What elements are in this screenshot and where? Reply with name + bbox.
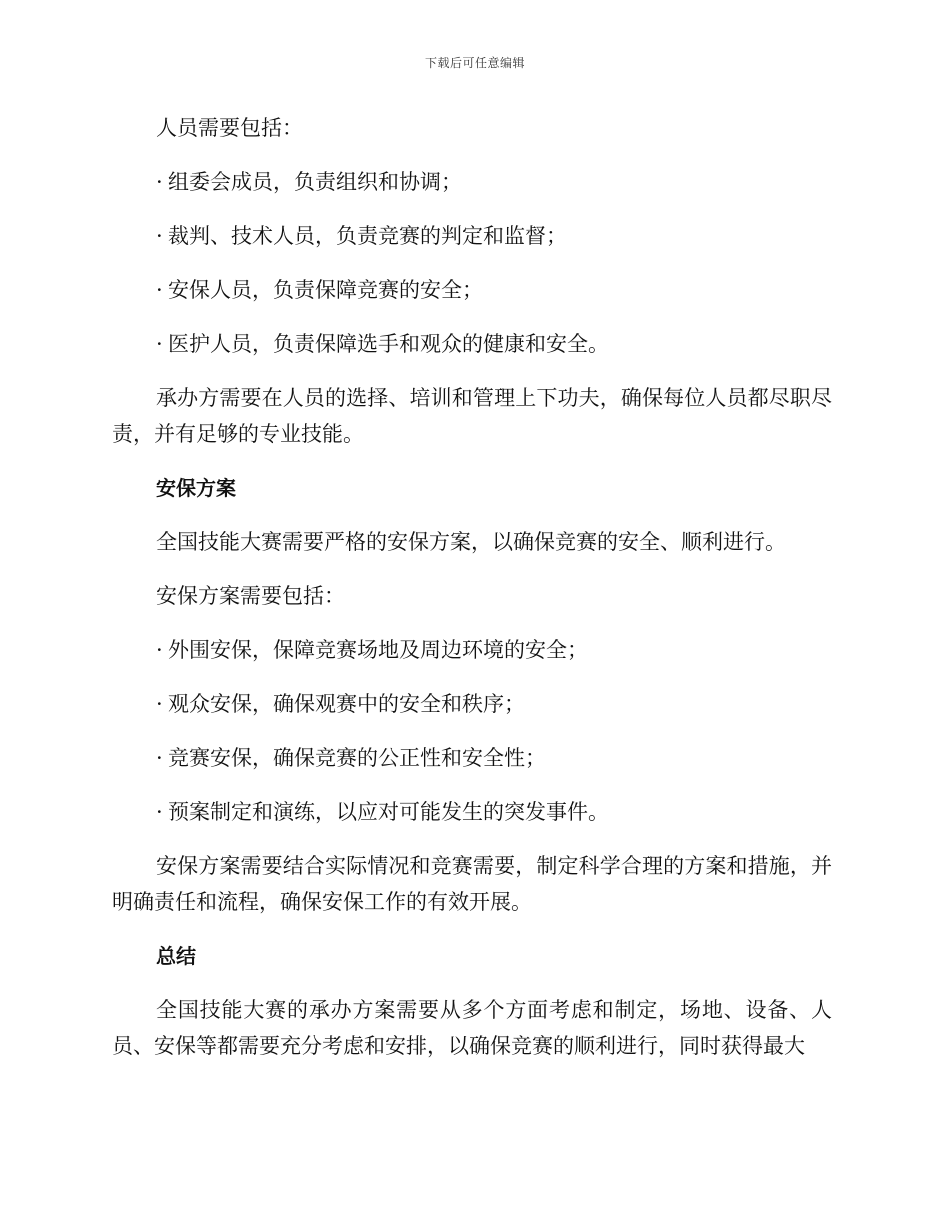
list-item [112, 632, 832, 668]
list-item-text: 观众安保，确保观赛中的安全和秩序； [168, 692, 525, 716]
security-closing-paragraph: 安保方案需要结合实际情况和竞赛需要，制定科学合理的方案和措施，并明确责任和流程，确保安保工作的有效开展。 [112, 854, 832, 914]
bullet-icon: · [156, 638, 163, 662]
list-item-text: 预案制定和演练，以应对可能发生的突发事件。 [168, 800, 609, 824]
list-item [112, 326, 832, 362]
bullet-icon: · [156, 692, 163, 716]
summary-paragraph: 全国技能大赛的承办方案需要从多个方面考虑和制定，场地、设备、人员、安保等都需要充分考虑和安排，以确保竞赛的顺利进行，同时获得最大 [112, 998, 832, 1058]
list-item-text: 外围安保，保障竞赛场地及周边环境的安全； [168, 638, 588, 662]
list-item [112, 164, 832, 200]
bullet-icon: · [156, 332, 163, 356]
list-item [112, 740, 832, 776]
list-item [112, 686, 832, 722]
list-item-text: 竞赛安保，确保竞赛的公正性和安全性； [168, 746, 546, 770]
bullet-icon: · [156, 800, 163, 824]
bullet-icon: · [156, 746, 163, 770]
list-item-text: 安保人员，负责保障竞赛的安全； [168, 278, 483, 302]
list-item-text: 医护人员，负责保障选手和观众的健康和安全。 [168, 332, 609, 356]
security-paragraph: 全国技能大赛需要严格的安保方案，以确保竞赛的安全、顺利进行。 [156, 530, 786, 554]
list-item [112, 218, 832, 254]
list-item-text: 裁判、技术人员，负责竞赛的判定和监督； [168, 224, 567, 248]
list-item-text: 组委会成员，负责组织和协调； [168, 170, 462, 194]
staff-closing-paragraph: 承办方需要在人员的选择、培训和管理上下功夫，确保每位人员都尽职尽责，并有足够的专业技能。 [112, 386, 832, 446]
list-item [112, 272, 832, 308]
list-item [112, 794, 832, 830]
bullet-icon: · [156, 170, 163, 194]
bullet-icon: · [156, 224, 163, 248]
security-intro: 安保方案需要包括： [156, 584, 345, 608]
section-heading-summary: 总结 [156, 944, 196, 968]
section-heading-security: 安保方案 [156, 476, 236, 500]
staff-intro: 人员需要包括： [156, 116, 303, 140]
header-note: 下载后可任意编辑 [424, 56, 525, 70]
bullet-icon: · [156, 278, 163, 302]
document-body [112, 110, 832, 1082]
